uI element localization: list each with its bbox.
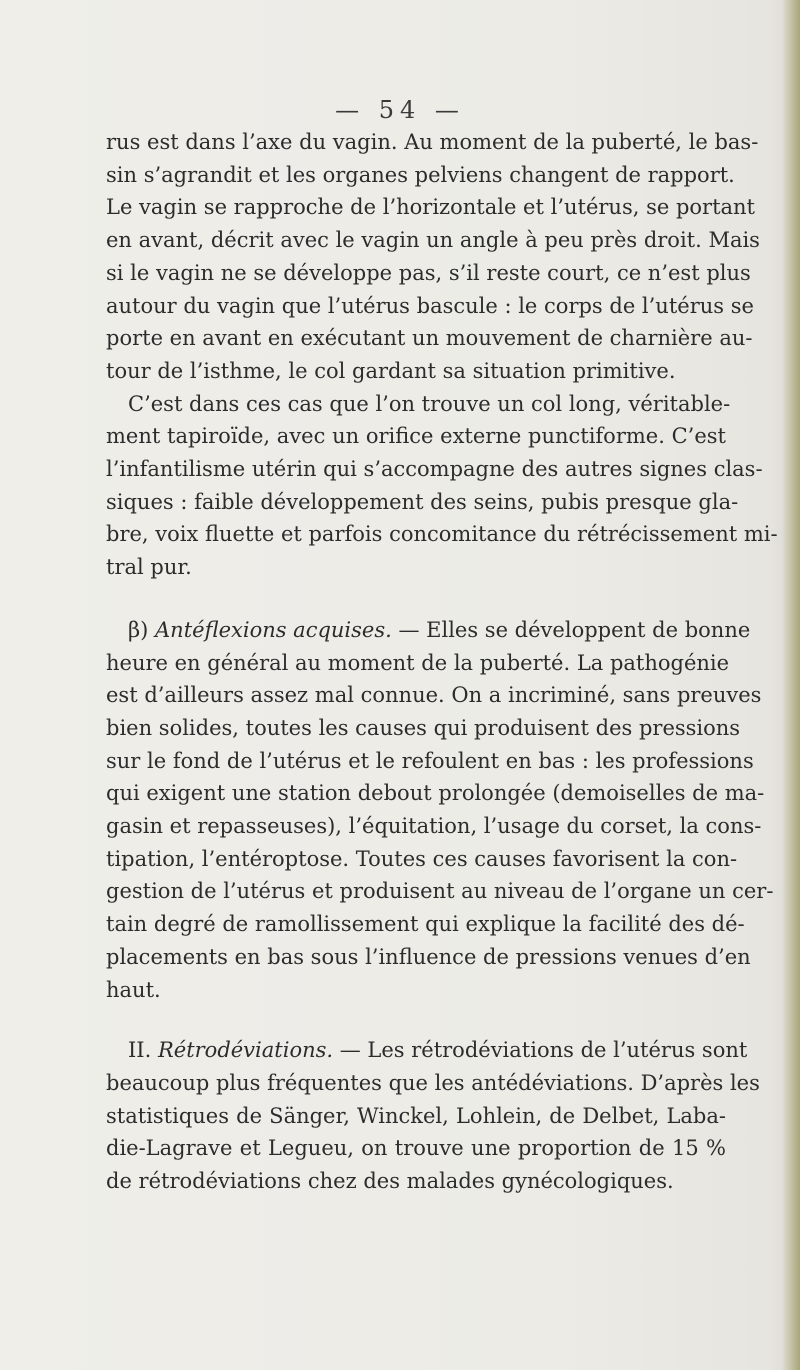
paragraph-retrodeviations — [106, 1034, 760, 1198]
text-line: de rétrodéviations chez des malades gynécologiques. — [106, 1169, 674, 1194]
paragraph-1 — [106, 126, 760, 388]
text-line: gasin et repasseuses), l’équitation, l’usage du corset, la cons- — [106, 814, 762, 839]
section-lead-text: — Les rétrodéviations de l’utérus sont — [333, 1038, 748, 1063]
text-line: Le vagin se rapproche de l’horizontale et l’utérus, se portant — [106, 195, 756, 220]
text-line: si le vagin ne se développe pas, s’il reste court, ce n’est plus — [106, 260, 751, 285]
section-marker: β) — [128, 617, 156, 642]
text-line: bien solides, toutes les causes qui produisent des pressions — [106, 715, 741, 740]
text-line: sin s’agrandit et les organes pelviens changent de rapport. — [106, 162, 735, 187]
body-text — [106, 126, 778, 1198]
page-edge-shadow — [782, 0, 800, 1370]
section-title: Rétrodéviations. — [157, 1038, 334, 1063]
text-line: est d’ailleurs assez mal connue. On a incriminé, sans preuves — [106, 683, 762, 708]
text-line: l’infantilisme utérin qui s’accompagne des autres signes clas- — [106, 457, 763, 482]
text-line: tain degré de ramollissement qui explique la facilité des dé- — [106, 912, 745, 937]
text-line: ment tapiroïde, avec un orifice externe punctiforme. C’est — [106, 424, 726, 449]
text-line: porte en avant en exécutant un mouvement de charnière au- — [106, 326, 753, 351]
text-line: en avant, décrit avec le vagin un angle à peu près droit. Mais — [106, 228, 760, 253]
section-heading-line — [106, 1034, 748, 1067]
text-line: beaucoup plus fréquentes que les antédéviations. D’après les — [106, 1070, 760, 1095]
text-line: siques : faible développement des seins, pubis presque gla- — [106, 489, 739, 514]
paragraph-gap — [106, 584, 726, 614]
paragraph-2 — [106, 388, 778, 584]
text-line: placements en bas sous l’influence de pressions venues d’en — [106, 944, 751, 969]
paragraph-anteflexions-acquises — [106, 614, 774, 1006]
page-number: — 54 — — [335, 96, 465, 124]
text-line: C’est dans ces cas que l’on trouve un col long, véritable- — [128, 391, 731, 416]
section-title: Antéflexions acquises. — [155, 617, 392, 642]
section-heading-line — [106, 614, 751, 647]
text-line: rus est dans l’axe du vagin. Au moment de la puberté, le bas- — [106, 130, 759, 154]
section-lead-text: — Elles se développent de bonne — [391, 617, 751, 642]
text-line: tral pur. — [106, 555, 192, 580]
paragraph-gap — [106, 1006, 726, 1034]
text-line: sur le fond de l’utérus et le refoulent en bas : les professions — [106, 748, 754, 773]
text-line: bre, voix fluette et parfois concomitance du rétrécissement mi- — [106, 522, 778, 547]
text-line: autour du vagin que l’utérus bascule : le corps de l’utérus se — [106, 293, 754, 318]
section-marker: II. — [128, 1038, 158, 1063]
text-line: haut. — [106, 977, 161, 1002]
text-line: statistiques de Sänger, Winckel, Lohlein, de Delbet, Laba- — [106, 1103, 726, 1128]
text-line: gestion de l’utérus et produisent au niveau de l’organe un cer- — [106, 879, 774, 904]
text-line: die-Lagrave et Legueu, on trouve une proportion de 15 % — [106, 1136, 726, 1161]
text-line: heure en général au moment de la puberté. La pathogénie — [106, 650, 730, 675]
text-line: tipation, l’entéroptose. Toutes ces causes favorisent la con- — [106, 846, 738, 871]
text-line: tour de l’isthme, le col gardant sa situation primitive. — [106, 358, 676, 383]
text-line: qui exigent une station debout prolongée (demoiselles de ma- — [106, 781, 765, 806]
